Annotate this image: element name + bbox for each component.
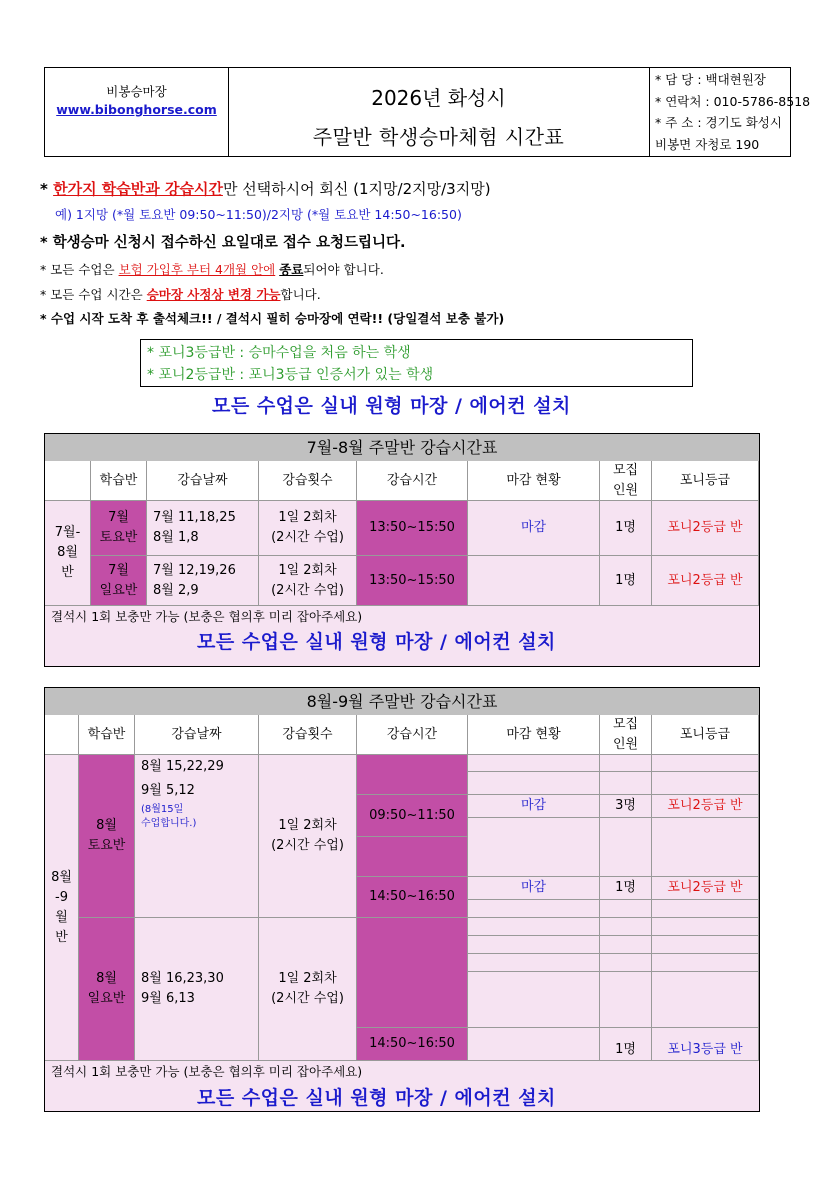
class-sun: 8월 일요반 (79, 918, 135, 1061)
cap-sat: 1명 (600, 501, 652, 556)
note-5-highlight: 승마장 사정상 변경 가능 (146, 287, 281, 302)
count-sat: 1일 2회차 (2시간 수업) (259, 755, 357, 918)
schedule-table-aug-sep (44, 687, 760, 1112)
col-time: 강습시간 (357, 461, 468, 501)
col-status: 마감 현황 (468, 715, 600, 755)
cap-empty (600, 772, 652, 795)
status-empty (468, 900, 600, 918)
col-capacity: 모집 인원 (600, 461, 652, 501)
status-sat-2: 마감 (468, 877, 600, 900)
note-4-highlight: 보험 가입후 부터 4개월 안에 (118, 262, 276, 277)
header-box (44, 67, 811, 157)
page-title-line2: 주말반 학생승마체험 시간표 (312, 125, 565, 149)
cap-sun: 1명 (600, 556, 652, 606)
pony-level-box (140, 339, 693, 387)
level-sun: 포니2등급 반 (652, 556, 759, 606)
status-empty (468, 936, 600, 954)
cap-empty (600, 972, 652, 1028)
col-time: 강습시간 (357, 715, 468, 755)
level-sun-1: 포니3등급 반 (652, 1028, 759, 1061)
level-empty (652, 936, 759, 954)
cap-empty (600, 918, 652, 936)
brand-name: 비봉승마장 (106, 84, 167, 99)
count-sat: 1일 2회차 (2시간 수업) (259, 501, 357, 556)
col-class: 학습반 (79, 715, 135, 755)
note-1-highlight: 한가지 학습반과 강습시간 (53, 180, 223, 198)
pony-level-2: * 포니2등급반 : 포니3등급 인증서가 있는 학생 (147, 367, 434, 383)
col-level: 포니등급 (652, 715, 759, 755)
status-sun (468, 556, 600, 606)
time-slot-blank (357, 918, 468, 1028)
group-label: 8월 -9 월 반 (45, 755, 79, 1061)
col-dates: 강습날짜 (147, 461, 259, 501)
time-sun: 13:50~15:50 (357, 556, 468, 606)
note-4 (40, 260, 384, 278)
table-title: 7월-8월 주말반 강습시간표 (45, 434, 759, 461)
status-empty (468, 918, 600, 936)
note-5 (40, 285, 321, 303)
brand-cell (45, 68, 229, 156)
contact-cell (649, 68, 811, 156)
note-1-text: 만 선택하시어 회신 (1지망/2지망/3지망) (222, 180, 491, 198)
facility-banner: 모든 수업은 실내 원형 마장 / 에어컨 설치 (212, 395, 571, 417)
time-slot-blank (357, 837, 468, 877)
level-empty (652, 818, 759, 877)
contact-manager: * 담 당 : 백대현원장 (655, 72, 766, 87)
class-sun: 7월 일요반 (91, 556, 147, 606)
level-empty (652, 918, 759, 936)
level-empty (652, 772, 759, 795)
schedule-table-jul-aug (44, 433, 760, 667)
col-class: 학습반 (91, 461, 147, 501)
facility-banner-3: 모든 수업은 실내 원형 마장 / 에어컨 설치 (197, 1087, 556, 1109)
status-empty (468, 755, 600, 772)
time-sat: 13:50~15:50 (357, 501, 468, 556)
level-empty (652, 954, 759, 972)
col-level: 포니등급 (652, 461, 759, 501)
note-4-a: * 모든 수업은 (40, 262, 115, 277)
cap-empty (600, 755, 652, 772)
absence-note: 결석시 1회 보충만 가능 (보충은 협의후 미리 잡아주세요) (51, 1064, 363, 1079)
note-5-a: * 모든 수업 시간은 (40, 287, 143, 302)
col-status: 마감 현황 (468, 461, 600, 501)
cap-empty (600, 954, 652, 972)
table-title: 8월-9월 주말반 강습시간표 (45, 688, 759, 715)
level-sat-1: 포니2등급 반 (652, 795, 759, 818)
status-empty (468, 772, 600, 795)
level-sat: 포니2등급 반 (652, 501, 759, 556)
status-empty (468, 818, 600, 877)
contact-phone: * 연락처 : 010-5786-8518 (655, 93, 811, 109)
note-3: * 학생승마 신청시 접수하신 요일대로 접수 요청드립니다. (40, 235, 406, 251)
level-sat-2: 포니2등급 반 (652, 877, 759, 900)
cap-empty (600, 936, 652, 954)
header-blank (45, 715, 79, 755)
note-4-bold: 종료 (279, 262, 304, 277)
contact-address-2: 비봉면 자청로 190 (655, 136, 760, 152)
cap-sun-1: 1명 (600, 1028, 652, 1061)
note-5-b: 합니다. (280, 287, 321, 302)
status-empty (468, 972, 600, 1028)
bullet: * (40, 180, 48, 198)
time-sat-1: 09:50~11:50 (357, 795, 468, 837)
dates-sat: 7월 11,18,25 8월 1,8 (147, 501, 259, 556)
col-dates: 강습날짜 (135, 715, 259, 755)
note-1 (40, 178, 491, 199)
dates-sat-note: (8월15일 수업합니다.) (141, 804, 197, 829)
level-empty (652, 972, 759, 1028)
level-empty (652, 755, 759, 772)
status-sun-1 (468, 1028, 600, 1061)
note-6: * 수업 시작 도착 후 출석체크!! / 결석시 필히 승마장에 연락!! (당일결석 보충 불가) (40, 311, 505, 326)
col-count: 강습횟수 (259, 461, 357, 501)
class-sat: 7월 토요반 (91, 501, 147, 556)
dates-sat: 8월 15,22,29 9월 5,12 (141, 759, 224, 798)
count-sun: 1일 2회차 (2시간 수업) (259, 918, 357, 1061)
time-slot-blank (357, 755, 468, 795)
absence-note: 결석시 1회 보충만 가능 (보충은 협의후 미리 잡아주세요) (51, 609, 363, 624)
class-sat: 8월 토요반 (79, 755, 135, 918)
group-label: 7월- 8월 반 (45, 501, 91, 606)
title-cell (228, 68, 650, 156)
website-link[interactable]: www.bibonghorse.com (56, 102, 217, 117)
facility-banner-2: 모든 수업은 실내 원형 마장 / 에어컨 설치 (197, 631, 556, 653)
count-sun: 1일 2회차 (2시간 수업) (259, 556, 357, 606)
time-sat-2: 14:50~16:50 (357, 877, 468, 918)
status-empty (468, 954, 600, 972)
cap-sat-1: 3명 (600, 795, 652, 818)
cap-sat-2: 1명 (600, 877, 652, 900)
dates-sun: 8월 16,23,30 9월 6,13 (135, 918, 259, 1061)
col-count: 강습횟수 (259, 715, 357, 755)
dates-sat-cell (135, 755, 259, 918)
contact-address: * 주 소 : 경기도 화성시 (655, 115, 782, 130)
page-title-line1: 2026년 화성시 (371, 86, 506, 110)
pony-level-3: * 포니3등급반 : 승마수업을 처음 하는 학생 (147, 345, 411, 361)
status-sat: 마감 (468, 501, 600, 556)
cap-empty (600, 900, 652, 918)
header-blank (45, 461, 91, 501)
time-sun: 14:50~16:50 (357, 1028, 468, 1061)
status-sat-1: 마감 (468, 795, 600, 818)
dates-sun: 7월 12,19,26 8월 2,9 (147, 556, 259, 606)
note-2: 예) 1지망 (*월 토요반 09:50~11:50)/2지망 (*월 토요반 14:50~16:50) (55, 207, 462, 222)
col-capacity: 모집 인원 (600, 715, 652, 755)
cap-empty (600, 818, 652, 877)
level-empty (652, 900, 759, 918)
note-4-b: 되어야 합니다. (303, 262, 384, 277)
